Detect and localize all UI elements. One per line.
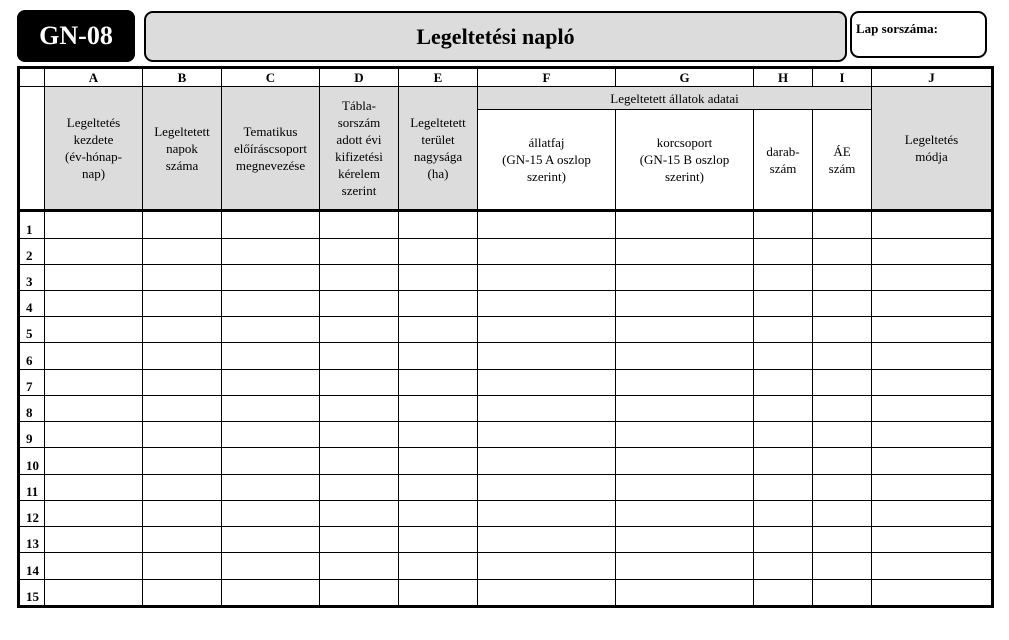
header-d-l5: kérelem (338, 166, 380, 182)
entry-cell-f[interactable] (478, 448, 616, 474)
entry-cell-e[interactable] (399, 317, 478, 343)
entry-cell-c[interactable] (222, 395, 320, 421)
entry-cell-b[interactable] (143, 422, 222, 448)
entry-cell-h[interactable] (754, 579, 813, 606)
table-row (19, 579, 993, 606)
entry-cell-g[interactable] (616, 474, 754, 500)
entry-cell-g[interactable] (616, 579, 754, 606)
entry-cell-g[interactable] (616, 343, 754, 369)
row-number: 14 (19, 553, 45, 579)
entry-cell-d[interactable] (320, 264, 399, 290)
entry-cell-i[interactable] (813, 264, 872, 290)
entry-cell-b[interactable] (143, 579, 222, 606)
entry-cell-b[interactable] (143, 500, 222, 526)
row-number: 2 (19, 238, 45, 264)
header-a-l4: nap) (81, 166, 106, 182)
entry-cell-i[interactable] (813, 238, 872, 264)
entry-cell-j[interactable] (872, 264, 993, 290)
entry-cell-f[interactable] (478, 395, 616, 421)
row-number: 13 (19, 527, 45, 553)
header-h (754, 110, 813, 211)
header-a (45, 87, 143, 211)
entry-cell-f[interactable] (478, 264, 616, 290)
entry-cell-g[interactable] (616, 211, 754, 238)
entry-cell-b[interactable] (143, 343, 222, 369)
header-b (143, 87, 222, 211)
entry-cell-b[interactable] (143, 211, 222, 238)
header-c-l1: Tematikus (243, 123, 298, 139)
table-row (19, 238, 993, 264)
entry-cell-i[interactable] (813, 448, 872, 474)
header-d (320, 87, 399, 211)
entry-cell-e[interactable] (399, 448, 478, 474)
entry-cell-j[interactable] (872, 211, 993, 238)
row-number: 9 (19, 422, 45, 448)
entry-cell-f[interactable] (478, 553, 616, 579)
entry-cell-c[interactable] (222, 500, 320, 526)
entry-cell-j[interactable] (872, 448, 993, 474)
entry-cell-i[interactable] (813, 527, 872, 553)
table-row (19, 422, 993, 448)
entry-cell-e[interactable] (399, 343, 478, 369)
col-letter-c: C (222, 68, 320, 87)
entry-cell-h[interactable] (754, 238, 813, 264)
col-letter-h: H (754, 68, 813, 87)
table-row (19, 291, 993, 317)
header-f-l1: állatfaj (528, 135, 565, 151)
entry-cell-h[interactable] (754, 448, 813, 474)
entry-cell-b[interactable] (143, 264, 222, 290)
table-row (19, 395, 993, 421)
entry-cell-e[interactable] (399, 500, 478, 526)
table-row (19, 553, 993, 579)
entry-cell-f[interactable] (478, 579, 616, 606)
entry-cell-h[interactable] (754, 422, 813, 448)
header-f (478, 110, 616, 211)
corner-cell (19, 68, 45, 87)
form-code-badge (17, 10, 135, 62)
entry-cell-j[interactable] (872, 579, 993, 606)
row-number: 10 (19, 448, 45, 474)
entry-cell-b[interactable] (143, 474, 222, 500)
entry-cell-d[interactable] (320, 579, 399, 606)
col-letter-f: F (478, 68, 616, 87)
header-c-l3: megnevezése (235, 157, 306, 173)
row-number: 7 (19, 369, 45, 395)
header-c-l2: előíráscsoport (234, 140, 307, 156)
entry-cell-a[interactable] (45, 211, 143, 238)
row-number: 4 (19, 291, 45, 317)
entry-cell-b[interactable] (143, 238, 222, 264)
row-number: 8 (19, 395, 45, 421)
header-g (616, 110, 754, 211)
entry-cell-g[interactable] (616, 448, 754, 474)
header-i (813, 110, 872, 211)
entry-cell-g[interactable] (616, 527, 754, 553)
entry-cell-j[interactable] (872, 553, 993, 579)
entry-cell-g[interactable] (616, 500, 754, 526)
header-c (222, 87, 320, 211)
entry-cell-b[interactable] (143, 448, 222, 474)
entry-cell-c[interactable] (222, 343, 320, 369)
entry-cell-j[interactable] (872, 474, 993, 500)
table-row (19, 211, 993, 238)
page-number-label: Lap sorszáma: (856, 21, 938, 36)
header-j-l1: Legeltetés (904, 132, 959, 148)
row-number: 3 (19, 264, 45, 290)
entry-cell-a[interactable] (45, 448, 143, 474)
entry-cell-h[interactable] (754, 527, 813, 553)
form-code: GN-08 (39, 21, 113, 50)
col-letter-g: G (616, 68, 754, 87)
entry-cell-e[interactable] (399, 369, 478, 395)
entry-cell-i[interactable] (813, 291, 872, 317)
entry-cell-a[interactable] (45, 527, 143, 553)
entry-cell-d[interactable] (320, 211, 399, 238)
entry-cell-e[interactable] (399, 553, 478, 579)
entry-cell-e[interactable] (399, 238, 478, 264)
entry-cell-c[interactable] (222, 291, 320, 317)
entry-cell-c[interactable] (222, 448, 320, 474)
header-h-l1: darab- (766, 143, 800, 159)
header-d-l4: kifizetési (335, 149, 383, 165)
entry-cell-a[interactable] (45, 238, 143, 264)
row-number: 5 (19, 317, 45, 343)
table-row (19, 527, 993, 553)
entry-cell-d[interactable] (320, 527, 399, 553)
page-number-box[interactable] (850, 11, 987, 58)
entry-cell-g[interactable] (616, 395, 754, 421)
entry-cell-g[interactable] (616, 291, 754, 317)
entry-cell-g[interactable] (616, 369, 754, 395)
entry-cell-g[interactable] (616, 553, 754, 579)
form-title: Legeltetési napló (416, 23, 575, 49)
entry-cell-c[interactable] (222, 238, 320, 264)
entry-cell-g[interactable] (616, 317, 754, 343)
entry-cell-a[interactable] (45, 579, 143, 606)
entry-cell-b[interactable] (143, 369, 222, 395)
form-title-box (144, 11, 847, 62)
entry-cell-d[interactable] (320, 474, 399, 500)
header-d-l2: sorszám (337, 115, 381, 131)
grazing-log-table (17, 66, 994, 608)
entry-cell-d[interactable] (320, 291, 399, 317)
entry-cell-b[interactable] (143, 395, 222, 421)
entry-cell-h[interactable] (754, 317, 813, 343)
entry-cell-d[interactable] (320, 343, 399, 369)
entry-cell-b[interactable] (143, 317, 222, 343)
header-d-l3: adott évi (336, 132, 382, 148)
entry-cell-c[interactable] (222, 553, 320, 579)
header-a-l2: kezdete (73, 132, 114, 148)
header-b-l2: napok (166, 140, 198, 156)
col-letter-e: E (399, 68, 478, 87)
entry-cell-e[interactable] (399, 474, 478, 500)
entry-cell-d[interactable] (320, 395, 399, 421)
entry-cell-c[interactable] (222, 422, 320, 448)
entry-cell-i[interactable] (813, 369, 872, 395)
header-f-l2: (GN-15 A oszlop (502, 152, 591, 168)
entry-cell-e[interactable] (399, 291, 478, 317)
entry-cell-j[interactable] (872, 238, 993, 264)
header-e-l1: Legeltetett (410, 115, 466, 131)
entry-cell-c[interactable] (222, 317, 320, 343)
entry-cell-b[interactable] (143, 291, 222, 317)
row-number: 12 (19, 500, 45, 526)
table-row (19, 474, 993, 500)
entry-cell-h[interactable] (754, 500, 813, 526)
entry-cell-d[interactable] (320, 369, 399, 395)
header-a-l1: Legeltetés (66, 115, 121, 131)
header-h-l2: szám (769, 160, 797, 176)
entry-cell-d[interactable] (320, 553, 399, 579)
header-d-l6: szerint (341, 183, 377, 199)
entry-cell-a[interactable] (45, 369, 143, 395)
entry-cell-d[interactable] (320, 238, 399, 264)
entry-cell-f[interactable] (478, 343, 616, 369)
entry-cell-i[interactable] (813, 343, 872, 369)
entry-cell-g[interactable] (616, 238, 754, 264)
table-row (19, 264, 993, 290)
entry-cell-h[interactable] (754, 343, 813, 369)
entry-cell-e[interactable] (399, 422, 478, 448)
table-row (19, 369, 993, 395)
entry-cell-e[interactable] (399, 395, 478, 421)
row-number: 11 (19, 474, 45, 500)
entry-cell-j[interactable] (872, 317, 993, 343)
table-row (19, 500, 993, 526)
header-f-l3: szerint) (527, 169, 566, 185)
entry-cell-c[interactable] (222, 527, 320, 553)
header-g-l3: szerint) (665, 169, 704, 185)
entry-cell-i[interactable] (813, 500, 872, 526)
entry-cell-a[interactable] (45, 343, 143, 369)
entry-cell-a[interactable] (45, 395, 143, 421)
entry-cell-f[interactable] (478, 474, 616, 500)
entry-cell-b[interactable] (143, 527, 222, 553)
entry-cell-j[interactable] (872, 500, 993, 526)
row-number: 6 (19, 343, 45, 369)
entry-cell-f[interactable] (478, 527, 616, 553)
entry-cell-i[interactable] (813, 422, 872, 448)
col-letter-b: B (143, 68, 222, 87)
entry-cell-f[interactable] (478, 211, 616, 238)
entry-cell-j[interactable] (872, 369, 993, 395)
header-e-l4: (ha) (427, 166, 449, 182)
entry-cell-f[interactable] (478, 422, 616, 448)
entry-cell-g[interactable] (616, 264, 754, 290)
header-i-l2: szám (828, 160, 856, 176)
header-d-l1: Tábla- (342, 98, 376, 114)
entry-cell-a[interactable] (45, 474, 143, 500)
entry-cell-a[interactable] (45, 422, 143, 448)
entry-cell-e[interactable] (399, 211, 478, 238)
entry-cell-d[interactable] (320, 448, 399, 474)
entry-cell-h[interactable] (754, 395, 813, 421)
entry-cell-h[interactable] (754, 369, 813, 395)
header-e-l3: nagysága (413, 149, 463, 165)
entry-cell-a[interactable] (45, 500, 143, 526)
entry-cell-d[interactable] (320, 317, 399, 343)
entry-cell-h[interactable] (754, 553, 813, 579)
entry-cell-h[interactable] (754, 474, 813, 500)
entry-cell-j[interactable] (872, 343, 993, 369)
entry-cell-f[interactable] (478, 291, 616, 317)
entry-cell-h[interactable] (754, 211, 813, 238)
table-row (19, 317, 993, 343)
corner-cell-2 (19, 87, 45, 211)
entry-cell-c[interactable] (222, 474, 320, 500)
entry-cell-i[interactable] (813, 474, 872, 500)
entry-cell-e[interactable] (399, 264, 478, 290)
entry-cell-i[interactable] (813, 395, 872, 421)
header-j-l2: módja (915, 149, 948, 165)
header-e-l2: terület (421, 132, 455, 148)
entry-cell-a[interactable] (45, 317, 143, 343)
entry-cell-c[interactable] (222, 369, 320, 395)
col-letter-j: J (872, 68, 993, 87)
table-row (19, 448, 993, 474)
entry-cell-c[interactable] (222, 579, 320, 606)
entry-cell-f[interactable] (478, 369, 616, 395)
row-number: 1 (19, 211, 45, 238)
entry-cell-j[interactable] (872, 527, 993, 553)
entry-cell-b[interactable] (143, 553, 222, 579)
header-a-l3: (év-hónap- (64, 149, 123, 165)
header-j (872, 87, 993, 211)
row-number: 15 (19, 579, 45, 606)
entry-cell-d[interactable] (320, 422, 399, 448)
table-row (19, 343, 993, 369)
entry-cell-i[interactable] (813, 211, 872, 238)
header-e (399, 87, 478, 211)
entry-cell-f[interactable] (478, 317, 616, 343)
column-letter-row (19, 68, 993, 87)
entry-cell-i[interactable] (813, 553, 872, 579)
header-g-l1: korcsoport (656, 135, 713, 151)
entry-cell-g[interactable] (616, 422, 754, 448)
col-letter-d: D (320, 68, 399, 87)
entry-cell-i[interactable] (813, 317, 872, 343)
entry-cell-c[interactable] (222, 264, 320, 290)
entry-cell-a[interactable] (45, 291, 143, 317)
header-i-l1: ÁE (833, 143, 851, 159)
entry-cell-e[interactable] (399, 527, 478, 553)
entry-cell-j[interactable] (872, 395, 993, 421)
header-b-l1: Legeltetett (154, 123, 210, 139)
header-b-l3: száma (165, 157, 199, 173)
entry-cell-j[interactable] (872, 291, 993, 317)
header-row-1 (19, 87, 993, 110)
entry-cell-f[interactable] (478, 500, 616, 526)
entry-cell-c[interactable] (222, 211, 320, 238)
entry-cell-e[interactable] (399, 579, 478, 606)
entry-cell-a[interactable] (45, 264, 143, 290)
entry-cell-h[interactable] (754, 291, 813, 317)
entry-cell-h[interactable] (754, 264, 813, 290)
entry-cell-a[interactable] (45, 553, 143, 579)
header-group-animals: Legeltetett állatok adatai (478, 87, 872, 110)
entry-cell-f[interactable] (478, 238, 616, 264)
header-g-l2: (GN-15 B oszlop (639, 152, 730, 168)
col-letter-i: I (813, 68, 872, 87)
entry-cell-j[interactable] (872, 422, 993, 448)
col-letter-a: A (45, 68, 143, 87)
entry-cell-d[interactable] (320, 500, 399, 526)
entry-cell-i[interactable] (813, 579, 872, 606)
